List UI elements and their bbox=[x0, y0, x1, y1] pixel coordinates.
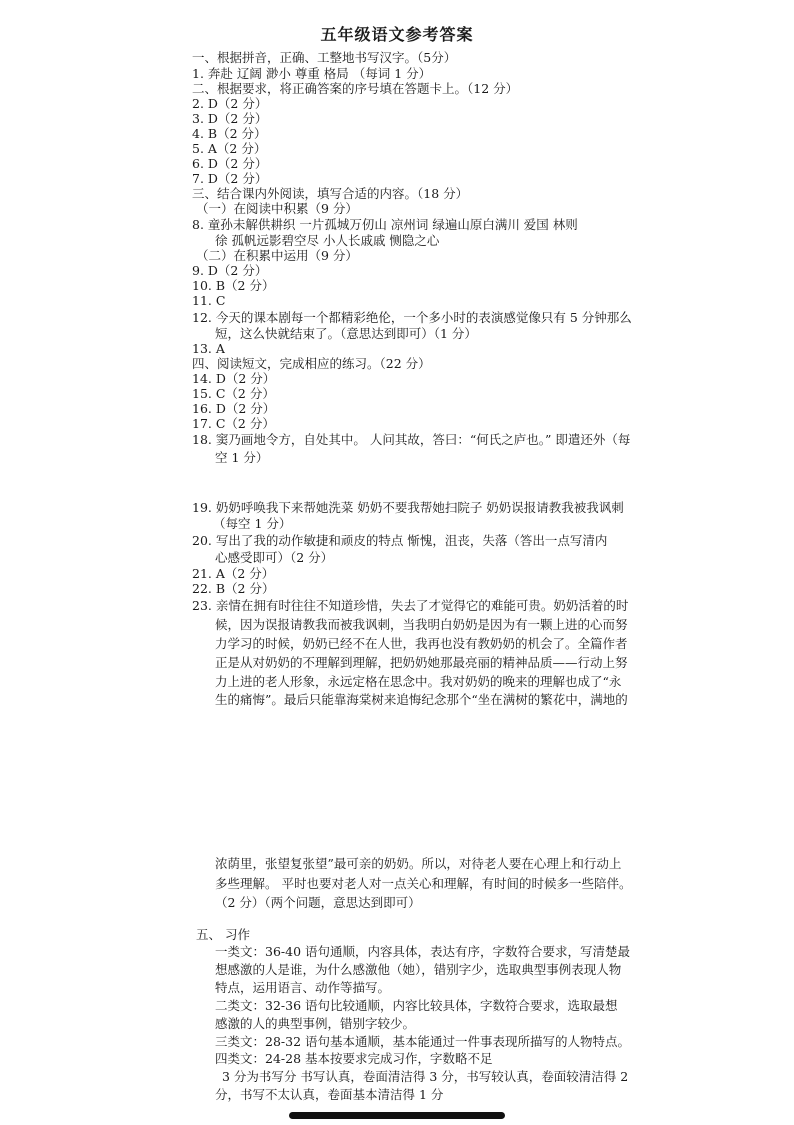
answer-8-line-1: 8. 童孙未解供耕织 一片孤城万仞山 凉州词 绿遍山原白满川 爱国 林则 bbox=[192, 217, 578, 232]
answer-3: 3. D（2 分） bbox=[192, 111, 268, 126]
rubric-line-7: 四类文：24-28 基本按要求完成习作，字数略不足 bbox=[215, 1051, 493, 1066]
answer-7: 7. D（2 分） bbox=[192, 171, 268, 186]
rubric-line-3: 特点，运用语言、动作等描写。 bbox=[215, 980, 391, 995]
answer-23-line-2: 候，因为误报请教我而被我讽刺，当我明白奶奶是因为有一颗上进的心而努 bbox=[215, 617, 628, 632]
answer-20-line-2: 心感受即可）（2 分） bbox=[215, 550, 334, 565]
answer-21: 21. A（2 分） bbox=[192, 566, 275, 581]
answer-23-line-4: 正是从对奶奶的不理解到理解，把奶奶她那最亮丽的精神品质——行动上努 bbox=[215, 655, 628, 670]
section-4-heading: 四、阅读短文，完成相应的练习。（22 分） bbox=[192, 356, 431, 371]
answer-19-line-2: （每空 1 分） bbox=[213, 516, 292, 531]
section-5-heading: 五、 习作 bbox=[196, 927, 250, 942]
answer-23-line-3: 力学习的时候，奶奶已经不在人世，我再也没有教奶奶的机会了。全篇作者 bbox=[215, 636, 628, 651]
answer-18-line-1: 18. 窦乃画地令方，自处其中。 人问其故，答曰：“何氏之庐也。” 即遣还外（每 bbox=[192, 432, 631, 447]
home-indicator[interactable] bbox=[289, 1112, 505, 1119]
answer-13: 13. A bbox=[192, 341, 225, 356]
answer-2: 2. D（2 分） bbox=[192, 96, 268, 111]
answer-12-line-1: 12. 今天的课本剧每一个都精彩绝伦，一个多小时的表演感觉像只有 5 分钟那么 bbox=[192, 310, 632, 325]
answer-4: 4. B（2 分） bbox=[192, 126, 267, 141]
page-title: 五年级语文参考答案 bbox=[320, 25, 474, 44]
answer-17: 17. C（2 分） bbox=[192, 416, 275, 431]
answer-19-line-1: 19. 奶奶呼唤我下来帮她洗菜 奶奶不要我帮她扫院子 奶奶误报请教我被我讽刺 bbox=[192, 500, 624, 515]
answer-16: 16. D（2 分） bbox=[192, 401, 276, 416]
rubric-line-2: 想感激的人是谁，为什么感激他（她），错别字少，选取典型事例表现人物 bbox=[215, 962, 622, 977]
answer-9: 9. D（2 分） bbox=[192, 263, 268, 278]
answer-11: 11. C bbox=[192, 293, 226, 308]
answer-23-cont-line-3: （2 分）（两个问题，意思达到即可） bbox=[215, 895, 421, 910]
section-3-sub-1: （一）在阅读中积累（9 分） bbox=[196, 201, 358, 216]
answer-23-line-5: 力上进的老人形象，永远定格在思念中。我对奶奶的晚来的理解也成了“永 bbox=[215, 674, 622, 689]
section-3-sub-2: （二）在积累中运用（9 分） bbox=[196, 248, 358, 263]
answer-23-cont-line-1: 浓荫里，张望复张望”最可亲的奶奶。所以，对待老人要在心理上和行动上 bbox=[215, 856, 622, 871]
section-1-heading: 一、根据拼音，正确、工整地书写汉字。（5分） bbox=[192, 50, 457, 65]
answer-1: 1. 奔赴 辽阔 渺小 尊重 格局 （每词 1 分） bbox=[192, 66, 432, 81]
rubric-line-1: 一类文：36-40 语句通顺，内容具体，表达有序，字数符合要求，写清楚最 bbox=[215, 944, 631, 959]
answer-5: 5. A（2 分） bbox=[192, 141, 267, 156]
answer-23-cont-line-2: 多些理解。 平时也要对老人对一点关心和理解，有时间的时候多一些陪伴。 bbox=[215, 876, 632, 891]
rubric-line-6: 三类文：28-32 语句基本通顺，基本能通过一件事表现所描写的人物特点。 bbox=[215, 1034, 631, 1049]
section-3-heading: 三、结合课内外阅读，填写合适的内容。（18 分） bbox=[192, 186, 469, 201]
answer-10: 10. B（2 分） bbox=[192, 278, 275, 293]
answer-12-line-2: 短，这么快就结束了。（意思达到即可）（1 分） bbox=[215, 326, 477, 341]
answer-15: 15. C（2 分） bbox=[192, 386, 275, 401]
rubric-line-4: 二类文：32-36 语句比较通顺，内容比较具体，字数符合要求，选取最想 bbox=[215, 998, 618, 1013]
handwriting-score-line-2: 分，书写不太认真，卷面基本清洁得 1 分 bbox=[215, 1087, 444, 1102]
answer-23-line-6: 生的痛悔”。最后只能靠海棠树来追悔纪念那个“坐在满树的繁花中，满地的 bbox=[215, 692, 628, 707]
rubric-line-5: 感激的人的典型事例，错别字较少。 bbox=[215, 1016, 416, 1031]
answer-14: 14. D（2 分） bbox=[192, 371, 276, 386]
section-2-heading: 二、根据要求，将正确答案的序号填在答题卡上。（12 分） bbox=[192, 81, 519, 96]
answer-22: 22. B（2 分） bbox=[192, 581, 275, 596]
answer-18-line-2: 空 1 分） bbox=[215, 450, 269, 465]
answer-20-line-1: 20. 写出了我的动作敏捷和顽皮的特点 惭愧，沮丧，失落（答出一点写清内 bbox=[192, 533, 608, 548]
answer-8-line-2: 徐 孤帆远影碧空尽 小人长戚戚 恻隐之心 bbox=[215, 233, 440, 248]
answer-6: 6. D（2 分） bbox=[192, 156, 268, 171]
handwriting-score-line-1: 3 分为书写分 书写认真，卷面清洁得 3 分，书写较认真，卷面较清洁得 2 bbox=[222, 1069, 629, 1084]
answer-23-line-1: 23. 亲情在拥有时往往不知道珍惜，失去了才觉得它的难能可贵。奶奶活着的时 bbox=[192, 598, 629, 613]
